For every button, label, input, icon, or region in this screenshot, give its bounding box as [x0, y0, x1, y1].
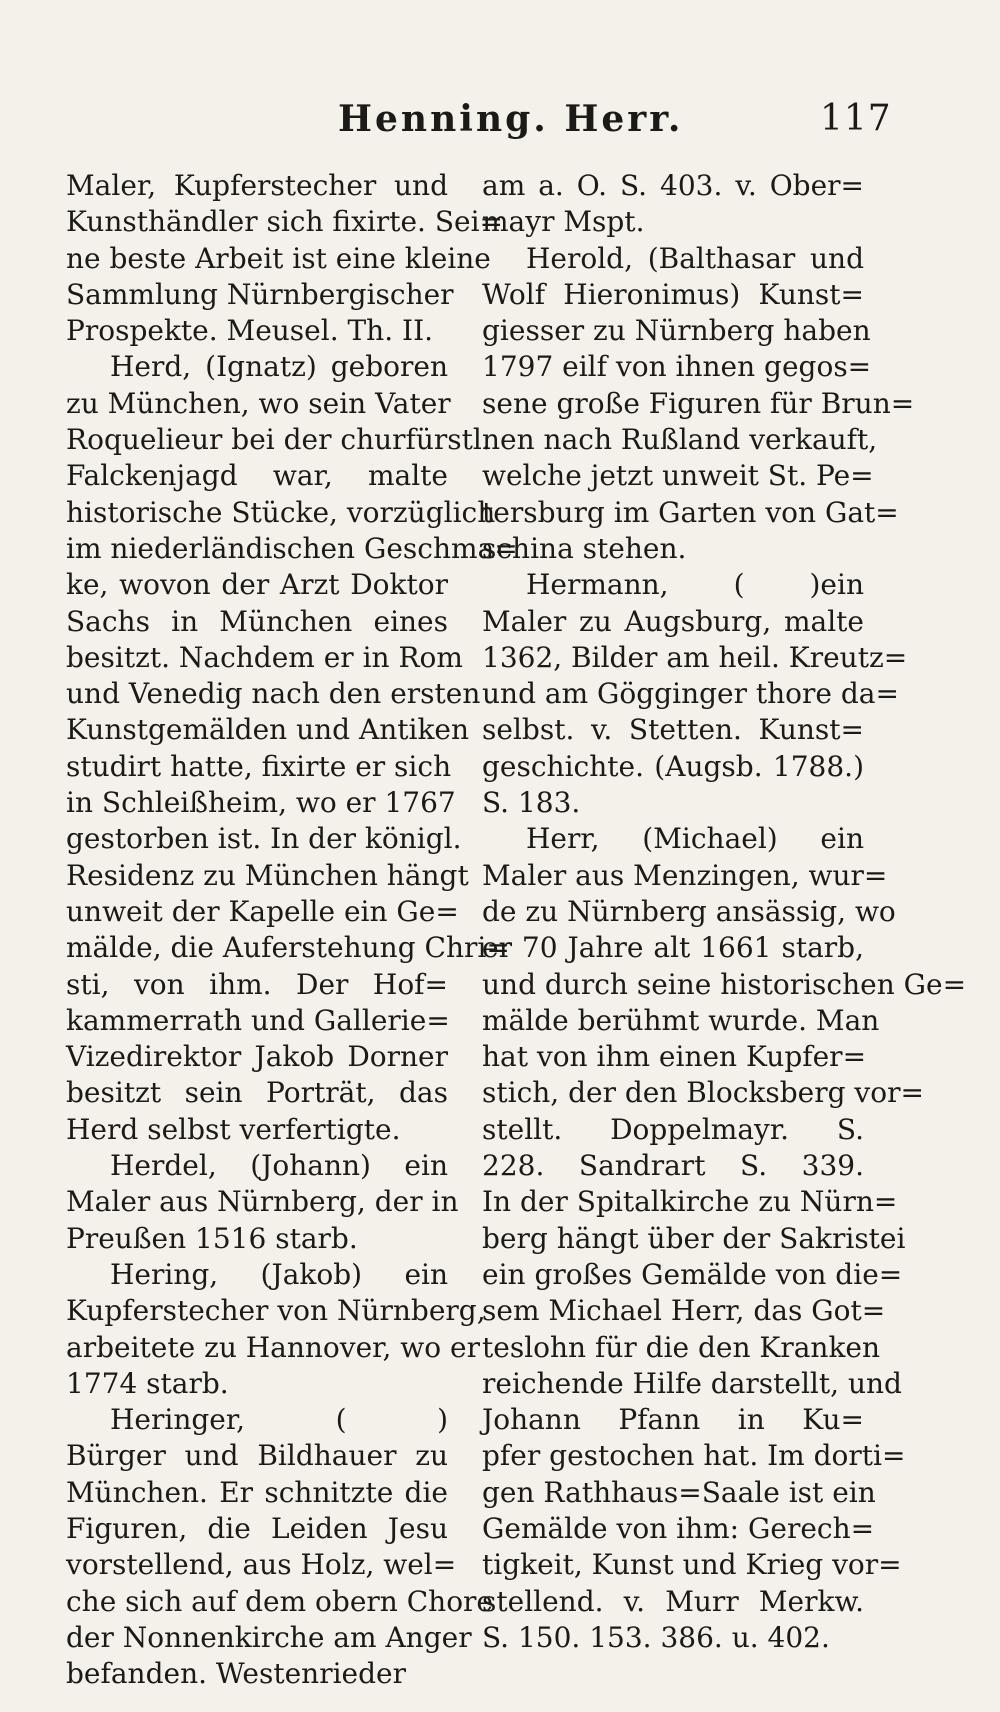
- text-line: gestorben ist. In der königl.: [66, 822, 462, 856]
- text-line: selbst. v. Stetten. Kunst=: [482, 713, 864, 747]
- text-line: mälde, die Auferstehung Chri=: [66, 931, 510, 965]
- text-line: Roquelieur bei der churfürstl.: [66, 423, 491, 457]
- text-line: de zu Nürnberg ansässig, wo: [482, 894, 896, 928]
- text-line: tersburg im Garten von Gat=: [482, 495, 899, 529]
- text-line: arbeitete zu Hannover, wo er: [66, 1330, 480, 1364]
- text-line: teslohn für die den Kranken: [482, 1330, 881, 1364]
- text-line: Heringer, ( ): [110, 1403, 448, 1437]
- text-line: ein großes Gemälde von die=: [482, 1257, 903, 1291]
- text-line: und am Gögginger thore da=: [482, 677, 899, 711]
- text-line: Bürger und Bildhauer zu: [66, 1439, 448, 1473]
- text-line: Sammlung Nürnbergischer: [66, 277, 454, 311]
- text-line: besitzt sein Porträt, das: [66, 1076, 448, 1110]
- text-line: Kunsthändler sich fixirte. Sei=: [66, 205, 504, 239]
- text-line: Maler aus Nürnberg, der in: [66, 1185, 459, 1219]
- text-line: sene große Figuren für Brun=: [482, 386, 915, 420]
- text-line: Sachs in München eines: [66, 604, 448, 638]
- text-line: reichende Hilfe darstellt, und: [482, 1366, 902, 1400]
- text-line: und Venedig nach den ersten: [66, 677, 481, 711]
- running-head-title: Henning. Herr.: [338, 98, 684, 140]
- text-line: Gemälde von ihm: Gerech=: [482, 1511, 875, 1545]
- text-line: unweit der Kapelle ein Ge=: [66, 894, 459, 928]
- text-line: Vizedirektor Jakob Dorner: [66, 1040, 448, 1074]
- text-line: sem Michael Herr, das Got=: [482, 1294, 886, 1328]
- text-line: gen Rathhaus=Saale ist ein: [482, 1475, 876, 1509]
- running-header: [0, 98, 1000, 158]
- text-line: Johann Pfann in Ku=: [482, 1403, 864, 1437]
- text-line: im niederländischen Geschma=: [66, 531, 518, 565]
- right-column: [482, 168, 967, 1656]
- text-line: München. Er schnitzte die: [66, 1475, 448, 1509]
- text-line: berg hängt über der Sakristei: [482, 1221, 906, 1255]
- text-line: er 70 Jahre alt 1661 starb,: [482, 931, 864, 965]
- text-line: Maler zu Augsburg, malte: [482, 604, 864, 638]
- text-line: 1774 starb.: [66, 1366, 229, 1400]
- text-line: 1797 eilf von ihnen gegos=: [482, 350, 872, 384]
- text-line: Herd, (Ignatz) geboren: [110, 350, 448, 384]
- text-line: Kupferstecher von Nürnberg,: [66, 1294, 486, 1328]
- text-line: sti, von ihm. Der Hof=: [66, 967, 448, 1001]
- text-line: Preußen 1516 starb.: [66, 1221, 358, 1255]
- text-line: Residenz zu München hängt: [66, 858, 469, 892]
- text-line: stich, der den Blocksberg vor=: [482, 1076, 924, 1110]
- text-line: kammerrath und Gallerie=: [66, 1003, 450, 1037]
- text-line: Figuren, die Leiden Jesu: [66, 1511, 448, 1545]
- text-line: vorstellend, aus Holz, wel=: [66, 1548, 457, 1582]
- text-line: am a. O. S. 403. v. Ober=: [482, 169, 864, 202]
- text-line: Kunstgemälden und Antiken: [66, 713, 470, 747]
- text-line: 228. Sandrart S. 339.: [482, 1149, 864, 1183]
- text-line: Hermann, ( )ein: [526, 568, 864, 602]
- text-line: Herr, (Michael) ein: [526, 822, 864, 856]
- text-line: Hering, (Jakob) ein: [110, 1257, 448, 1291]
- text-line: in Schleißheim, wo er 1767: [66, 786, 456, 820]
- text-line: mayr Mspt.: [482, 205, 645, 239]
- text-line: Herd selbst verfertigte.: [66, 1112, 401, 1146]
- text-line: schina stehen.: [482, 531, 687, 565]
- text-line: S. 150. 153. 386. u. 402.: [482, 1620, 830, 1654]
- left-column: [66, 168, 518, 1692]
- text-line: pfer gestochen hat. Im dorti=: [482, 1439, 906, 1473]
- text-line: giesser zu Nürnberg haben: [482, 314, 871, 348]
- text-line: mälde berühmt wurde. Man: [482, 1003, 880, 1037]
- text-line: tigkeit, Kunst und Krieg vor=: [482, 1548, 902, 1582]
- text-line: geschichte. (Augsb. 1788.): [482, 749, 864, 783]
- text-line: stellt. Doppelmayr. S.: [482, 1112, 864, 1146]
- text-line: Herdel, (Johann) ein: [110, 1149, 448, 1183]
- text-line: stellend. v. Murr Merkw.: [482, 1584, 864, 1618]
- text-line: zu München, wo sein Vater: [66, 386, 451, 420]
- text-line: hat von ihm einen Kupfer=: [482, 1040, 867, 1074]
- text-line: ke, wovon der Arzt Doktor: [66, 568, 448, 602]
- text-line: S. 183.: [482, 786, 581, 820]
- text-line: historische Stücke, vorzüglich: [66, 495, 496, 529]
- text-line: In der Spitalkirche zu Nürn=: [482, 1185, 898, 1219]
- page-number: 117: [820, 98, 892, 139]
- text-line: Wolf Hieronimus) Kunst=: [482, 277, 864, 311]
- text-line: ne beste Arbeit ist eine kleine: [66, 241, 491, 275]
- text-line: befanden. Westenrieder: [66, 1657, 406, 1691]
- text-line: Herold, (Balthasar und: [526, 241, 864, 275]
- text-line: nen nach Rußland verkauft,: [482, 423, 878, 457]
- text-line: che sich auf dem obern Chore: [66, 1584, 493, 1618]
- text-line: studirt hatte, fixirte er sich: [66, 749, 452, 783]
- text-line: welche jetzt unweit St. Pe=: [482, 459, 874, 493]
- text-line: Falckenjagd war, malte: [66, 459, 448, 493]
- text-line: Prospekte. Meusel. Th. II.: [66, 314, 434, 348]
- text-line: Maler aus Menzingen, wur=: [482, 858, 888, 892]
- text-line: der Nonnenkirche am Anger: [66, 1620, 472, 1654]
- text-line: besitzt. Nachdem er in Rom: [66, 640, 463, 674]
- text-line: und durch seine historischen Ge=: [482, 967, 967, 1001]
- text-line: 1362, Bilder am heil. Kreutz=: [482, 640, 908, 674]
- text-line: Maler, Kupferstecher und: [66, 169, 448, 202]
